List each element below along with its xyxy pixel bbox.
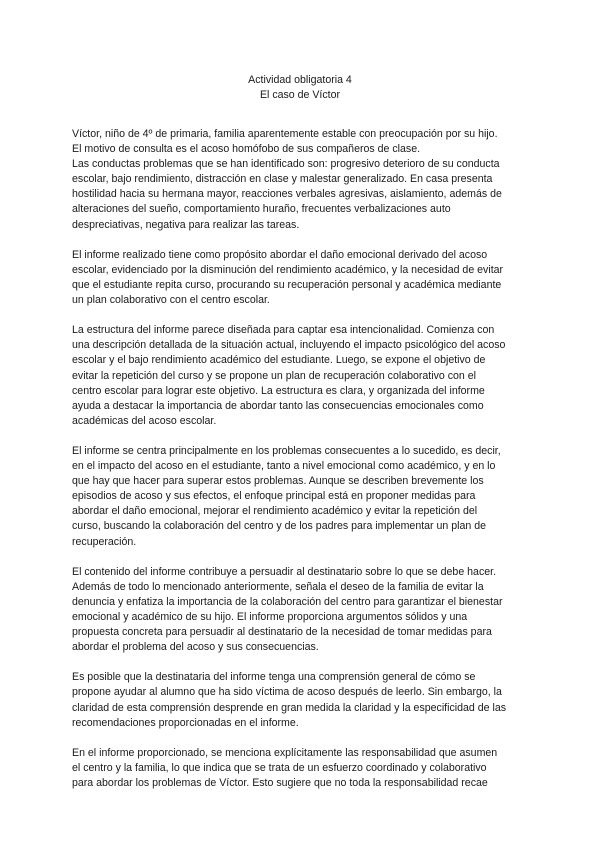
text-line: escolar, evidenciado por la disminución del rendimiento académico, y la necesidad de evitar — [72, 263, 504, 276]
text-line: En el informe proporcionado, se menciona explícitamente las responsabilidad que asumen — [72, 746, 498, 759]
paragraph-comprehension — [72, 670, 532, 730]
paragraph-structure — [72, 323, 532, 429]
text-line: en el impacto del acoso en el estudiante, tanto a nivel emocional como académico, y en lo — [72, 460, 496, 473]
text-line: Víctor, niño de 4º de primaria, familia aparentemente estable con preocupación por su hijo. — [72, 128, 498, 140]
text-line: centro escolar para lograr este objetivo. La estructura es clara, y organizada del informe — [72, 384, 485, 397]
paragraph-responsibility — [72, 746, 532, 791]
text-line: denuncia y enfatiza la importancia de la colaboración del centro para garantizar el bienestar — [72, 595, 503, 608]
text-line: escolar, bajo rendimiento, distracción en clase y malestar generalizado. En casa presenta — [72, 173, 493, 186]
paragraph-case-description — [72, 127, 532, 233]
text-line: hostilidad hacia su hermana mayor, reacciones verbales agresivas, aislamiento, además de — [72, 188, 502, 201]
paragraph-focus — [72, 444, 532, 550]
text-line: propuesta concreta para persuadir al destinatario de la necesidad de tomar medidas para — [72, 626, 492, 639]
text-line: evitar la repetición del curso y se propone un plan de recuperación colaborativo con el — [72, 369, 476, 382]
text-line: despreciativas, negativa para realizar las tareas. — [72, 218, 300, 231]
document-title — [0, 73, 600, 103]
text-line: un plan colaborativo con el centro escolar. — [72, 294, 270, 307]
text-line: Además de todo lo mencionado anteriormente, señala el deseo de la familia de evitar la — [72, 580, 484, 593]
text-line: abordar el problema del acoso y sus consecuencias. — [72, 641, 319, 654]
subtitle-line: El caso de Víctor — [259, 89, 341, 102]
text-line: para abordar los problemas de Víctor. Esto sugiere que no toda la responsabilidad recae — [72, 777, 488, 790]
text-line: claridad de esta comprensión desprende en gran medida la claridad y la especificidad de las — [72, 701, 507, 714]
text-line: El contenido del informe contribuye a persuadir al destinatario sobre lo que se debe hacer. — [72, 565, 497, 578]
paragraph-purpose — [72, 248, 532, 308]
text-line: escolar y el bajo rendimiento académico del estudiante. Luego, se expone el objetivo de — [72, 354, 486, 367]
text-line: propone ayudar al alumno que ha sido víctima de acoso después de leerlo. Sin embargo, la — [72, 686, 502, 699]
text-line: El informe realizado tiene como propósito abordar el daño emocional derivado del acoso — [72, 248, 488, 261]
text-line: El informe se centra principalmente en los problemas consecuentes a lo sucedido, es decir, — [72, 444, 501, 457]
text-line: recomendaciones proporcionadas en el informe. — [72, 716, 299, 729]
text-line: que el estudiante repita curso, procurando su recuperación personal y académica mediante — [72, 278, 502, 291]
text-line: El motivo de consulta es el acoso homófobo de sus compañeros de clase. — [72, 143, 421, 156]
text-line: La estructura del informe parece diseñada para captar esa intencionalidad. Comienza con — [72, 324, 495, 337]
text-line: curso, buscando la colaboración del centro y de los padres para implementar un plan de — [72, 520, 486, 533]
text-line: recuperación. — [72, 535, 137, 548]
text-line: académicas del acoso escolar. — [72, 414, 217, 427]
paragraph-persuasion — [72, 565, 532, 656]
text-line: emocional y académico de su hijo. El informe proporciona argumentos sólidos y una — [72, 611, 468, 623]
text-line: alteraciones del sueño, comportamiento huraño, frecuentes verbalizaciones auto — [72, 203, 451, 216]
text-line: abordar el daño emocional, mejorar el rendimiento académico y evitar la repetición del — [72, 505, 478, 518]
text-line: ayuda a destacar la importancia de abordar tanto las consecuencias emocionales como — [72, 399, 484, 412]
title-line: Actividad obligatoria 4 — [248, 74, 352, 86]
text-line: una descripción detallada de la situación actual, incluyendo el impacto psicológico del acoso — [72, 339, 506, 352]
text-line: episodios de acoso y sus efectos, el enfoque principal está en proponer medidas para — [72, 490, 476, 503]
text-line: que hay que hacer para superar estos problemas. Aunque se describen brevemente los — [72, 475, 484, 488]
text-line: Es posible que la destinataria del informe tenga una comprensión general de cómo se — [72, 671, 476, 684]
document-body — [72, 127, 532, 806]
text-line: el centro y la familia, lo que indica que se trata de un esfuerzo coordinado y colaborativo — [72, 761, 487, 774]
text-line: Las conductas problemas que se han identificado son: progresivo deterioro de su conducta — [72, 158, 500, 171]
